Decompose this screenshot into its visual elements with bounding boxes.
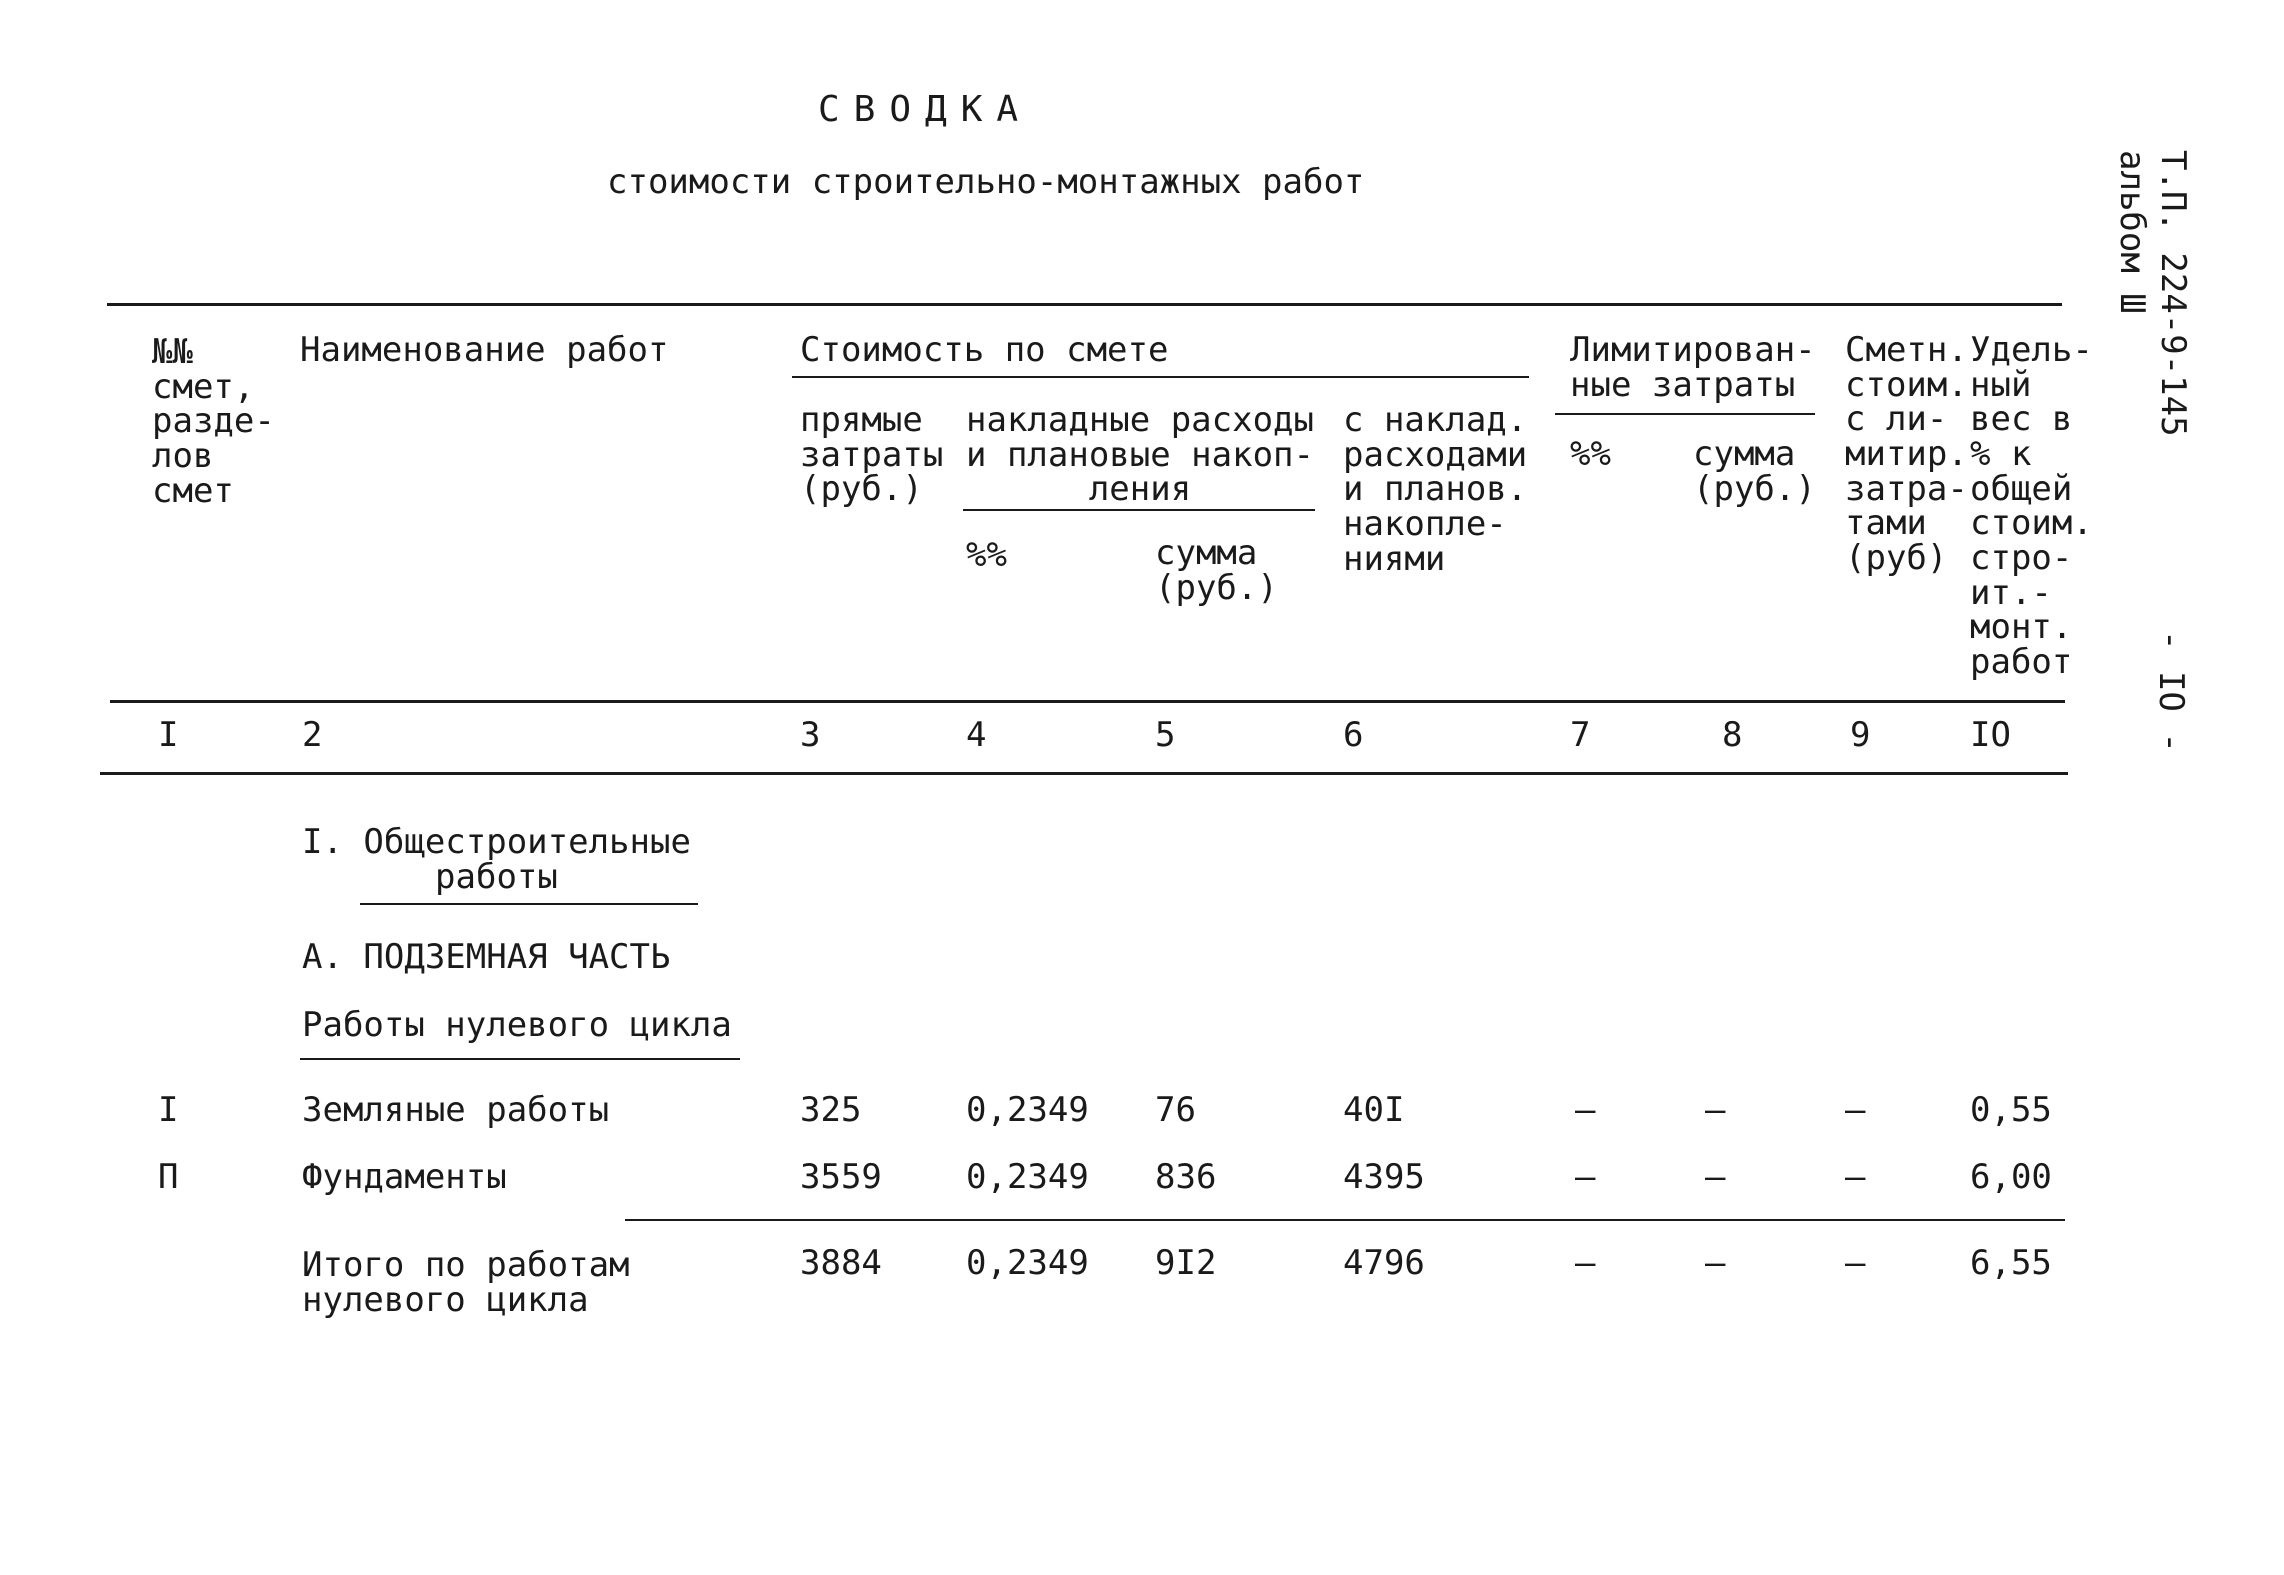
section-general-title: I. Общестроительные работы bbox=[302, 822, 691, 897]
limited-group-underline bbox=[1555, 413, 1815, 415]
column-number: 7 bbox=[1570, 715, 1591, 755]
table-cell-sum: 76 bbox=[1155, 1090, 1196, 1130]
stamp-line-1: Т.П. 224-9-145 bbox=[2153, 150, 2193, 437]
header-col-7: %% bbox=[1570, 434, 1611, 474]
total-separator-rule bbox=[625, 1219, 2065, 1221]
header-cost-group: Стоимость по смете bbox=[800, 330, 1169, 370]
header-col-9: Сметн. стоим. с ли- митир. затра- тами (руб) bbox=[1845, 330, 1968, 579]
section-underground-title: А. ПОДЗЕМНАЯ ЧАСТЬ bbox=[302, 937, 671, 977]
header-limited-group: Лимитирован- ные затраты bbox=[1570, 330, 1816, 405]
table-cell-with-overhead: 40I bbox=[1343, 1090, 1405, 1130]
column-number: 4 bbox=[966, 715, 987, 755]
header-col-10: Удель- ный вес в % к общей стоим. стро- ит.- монт. работ bbox=[1970, 330, 2093, 683]
total-est: – bbox=[1845, 1243, 1866, 1283]
column-number: 2 bbox=[302, 715, 323, 755]
table-cell-pct: 0,2349 bbox=[966, 1090, 1089, 1130]
total-lim-pct: – bbox=[1575, 1243, 1596, 1283]
total-lim-sum: – bbox=[1705, 1243, 1726, 1283]
table-cell-share: 0,55 bbox=[1970, 1090, 2052, 1130]
stamp-line-2: альбом Ш bbox=[2112, 150, 2153, 314]
column-number: 3 bbox=[800, 715, 821, 755]
total-pct: 0,2349 bbox=[966, 1243, 1089, 1283]
total-label: Итого по работам нулевого цикла bbox=[302, 1245, 630, 1320]
header-col-5: сумма (руб.) bbox=[1155, 533, 1278, 608]
column-number: 6 bbox=[1343, 715, 1364, 755]
cost-group-underline bbox=[792, 376, 1529, 378]
section-zero-cycle-title: Работы нулевого цикла bbox=[302, 1005, 732, 1045]
document-stamp bbox=[2112, 150, 2193, 437]
header-col-3: прямые затраты (руб.) bbox=[800, 400, 944, 510]
page-number: - IO - bbox=[2151, 630, 2191, 753]
header-overhead-group: накладные расходы и плановые накоп- ления bbox=[966, 400, 1314, 510]
table-cell-num: I bbox=[158, 1090, 179, 1130]
column-numbers-bottom-rule bbox=[100, 772, 2068, 775]
total-with-overhead: 4796 bbox=[1343, 1243, 1425, 1283]
column-numbers-top-rule bbox=[110, 700, 2065, 703]
header-col-4: %% bbox=[966, 535, 1007, 575]
document-title: СВОДКА bbox=[818, 89, 1033, 130]
header-top-rule bbox=[107, 303, 2062, 306]
section-zero-cycle-underline bbox=[300, 1058, 740, 1060]
overhead-group-underline bbox=[963, 509, 1315, 511]
table-cell-lim-pct: – bbox=[1575, 1157, 1596, 1197]
column-number: IO bbox=[1970, 715, 2011, 755]
header-col-1: №№ смет, разде- лов смет bbox=[152, 332, 275, 511]
table-cell-lim-pct: – bbox=[1575, 1090, 1596, 1130]
column-number: 9 bbox=[1850, 715, 1871, 755]
table-cell-pct: 0,2349 bbox=[966, 1157, 1089, 1197]
column-number: I bbox=[158, 715, 179, 755]
table-cell-num: П bbox=[158, 1157, 179, 1197]
document-subtitle: стоимости строительно-монтажных работ bbox=[607, 162, 1365, 202]
table-cell-est: – bbox=[1845, 1157, 1866, 1197]
table-cell-lim-sum: – bbox=[1705, 1090, 1726, 1130]
table-cell-est: – bbox=[1845, 1090, 1866, 1130]
total-sum: 9I2 bbox=[1155, 1243, 1217, 1283]
total-direct: 3884 bbox=[800, 1243, 882, 1283]
table-cell-with-overhead: 4395 bbox=[1343, 1157, 1425, 1197]
table-cell-direct: 3559 bbox=[800, 1157, 882, 1197]
table-cell-lim-sum: – bbox=[1705, 1157, 1726, 1197]
total-share: 6,55 bbox=[1970, 1243, 2052, 1283]
header-col-6: с наклад. расходами и планов. накопле- ниями bbox=[1343, 400, 1528, 579]
table-cell-name: Фундаменты bbox=[302, 1157, 507, 1197]
section-general-underline bbox=[360, 903, 698, 905]
header-col-2: Наименование работ bbox=[300, 330, 669, 370]
table-cell-direct: 325 bbox=[800, 1090, 862, 1130]
header-col-8: сумма (руб.) bbox=[1693, 434, 1816, 509]
table-cell-name: Земляные работы bbox=[302, 1090, 610, 1130]
table-cell-share: 6,00 bbox=[1970, 1157, 2052, 1197]
column-number: 8 bbox=[1722, 715, 1743, 755]
table-cell-sum: 836 bbox=[1155, 1157, 1217, 1197]
column-number: 5 bbox=[1155, 715, 1176, 755]
